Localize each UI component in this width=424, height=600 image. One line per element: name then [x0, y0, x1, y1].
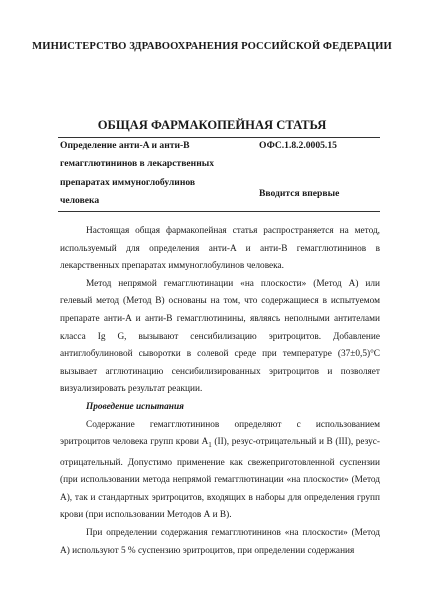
section-paragraph-content: Содержание гемагглютининов определяют с использованием эритроцитов человека групп крови $A_1$ (II), резус-отрицательный и В (III), резус-отрицательный. Допустимо применение как свежеприготовленной суспензии (при использовании метода непрямой гемагглютинации «на плоскости» (Метод А), так и стандартных эритроцитов, входящих в наборы для определения групп крови (при использовании Методов А и В).: [60, 419, 380, 521]
body-paragraph-method: Метод непрямой гемагглютинации «на плоскости» (Метод А) или гелевый метод (Метод В) основаны на том, что содержащиеся в испытуемом препарате анти-A и анти-B гемагглютинины, являясь неполными антителами класса Ig G, вызывают сенсибилизацию эритроцитов. Добавление антиглобулиновой сыворотки в солевой среде при температуре (37±0,5)°С вызывает агглютинацию сенсибилизированных эритроцитов и позволяет визуализировать результат реакции.: [60, 278, 380, 395]
article-type-title: ОБЩАЯ ФАРМАКОПЕЙНАЯ СТАТЬЯ: [97, 118, 327, 132]
subscript-index: 1: [208, 440, 212, 449]
article-title-line: препаратах иммуноглобулинов: [60, 176, 196, 188]
article-title-line: гемагглютининов в лекарственных: [60, 158, 215, 170]
article-title-block: [60, 137, 250, 210]
section-heading: Проведение испытания: [86, 401, 184, 412]
body-paragraph-scope: Настоящая общая фармакопейная статья распространяется на метод, используемый для определения анти-A и анти-B гемагглютининов в лекарственных препаратах иммуноглобулинов человека.: [60, 226, 380, 272]
article-body: [60, 223, 380, 560]
article-status: Вводится впервые: [259, 188, 340, 199]
ministry-heading: МИНИСТЕРСТВО ЗДРАВООХРАНЕНИЯ РОССИЙСКОЙ ФЕДЕРАЦИИ: [32, 41, 392, 52]
header-bottom-rule: [58, 211, 380, 212]
article-code: ОФС.1.8.2.0005.15: [259, 140, 337, 151]
section-paragraph-suspension: При определении содержания гемагглютининов «на плоскости» (Метод А) используют 5 % суспензию эритроцитов, при определении содержания: [60, 527, 380, 556]
article-title-line: Определение анти-A и анти-B: [60, 140, 190, 151]
article-title-line: человека: [60, 194, 100, 206]
